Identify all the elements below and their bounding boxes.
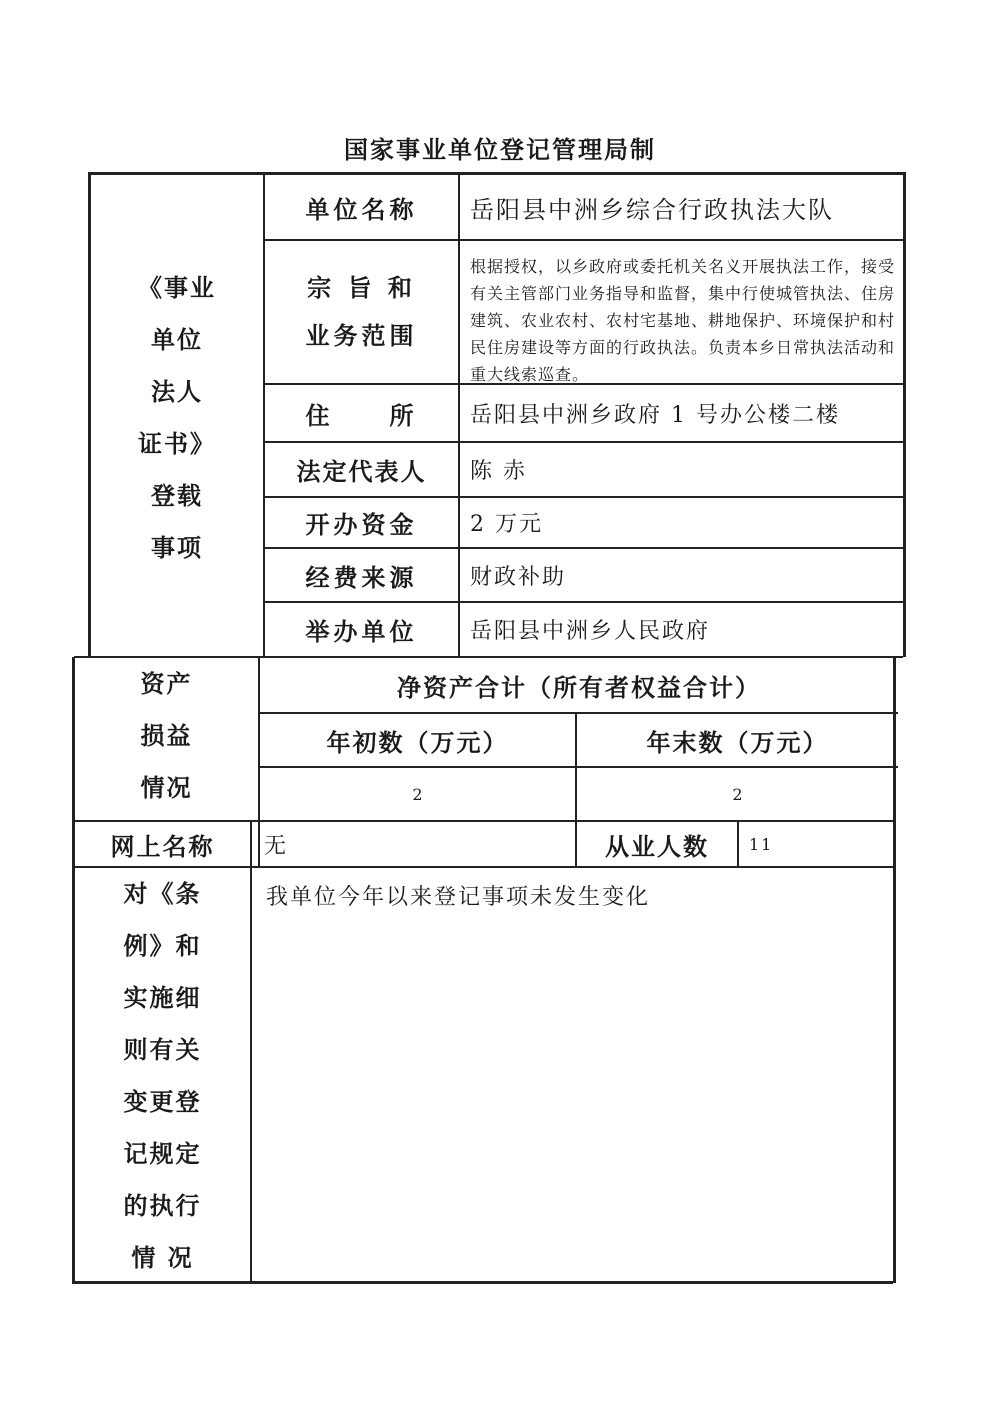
unit-name-value: 岳阳县中洲乡综合行政执法大队 [470,195,834,224]
assets-label: 资产 损益 情况 [140,669,193,802]
year-end-value: 2 [732,784,743,804]
net-assets-title: 净资产合计（所有者权益合计） [397,672,761,702]
address-value: 岳阳县中洲乡政府 1 号办公楼二楼 [470,402,840,428]
legal-representative-value: 陈 赤 [470,459,527,484]
address-label: 住 所 [305,400,418,430]
legal-representative-label: 法定代表人 [296,457,427,486]
sponsor-label: 举办单位 [305,617,418,646]
unit-name-label: 单位名称 [305,194,418,224]
year-end-label: 年末数（万元） [646,727,829,757]
funding-source-label: 经费来源 [305,562,418,592]
year-begin-value: 2 [412,784,423,804]
staff-count-value: 11 [749,834,774,854]
purpose-label: 宗 旨 和 业务范围 [305,273,418,350]
funds-label: 开办资金 [305,510,418,539]
compliance-content: 我单位今年以来登记事项未发生变化 [266,885,651,910]
year-begin-label: 年初数（万元） [326,727,509,757]
funds-value: 2 万元 [470,512,543,537]
staff-count-label: 从业人数 [605,831,709,861]
purpose-value: 根据授权，以乡政府或委托机关名义开展执法工作，接受有关主管部门业务指导和监督，集中行使城管执法、住房建筑、农业农村、农村宅基地、耕地保护、环境保护和村民住房建设等方面的行政执法。负责本乡日常执法活动和重大线索巡查。 [470,257,896,384]
compliance-label: 对《条 例》和 实施细 则有关 变更登 记规定 的执行 情 况 [123,879,202,1272]
form-header: 国家事业单位登记管理局制 [344,135,656,164]
sponsor-value: 岳阳县中洲乡人民政府 [470,619,711,644]
online-name-value: 无 [264,833,289,859]
funding-source-value: 财政补助 [470,564,567,590]
online-name-label: 网上名称 [110,831,215,861]
section-registered-items-label: 《事业 单位 法人 证书》 登载 事项 [138,273,216,562]
